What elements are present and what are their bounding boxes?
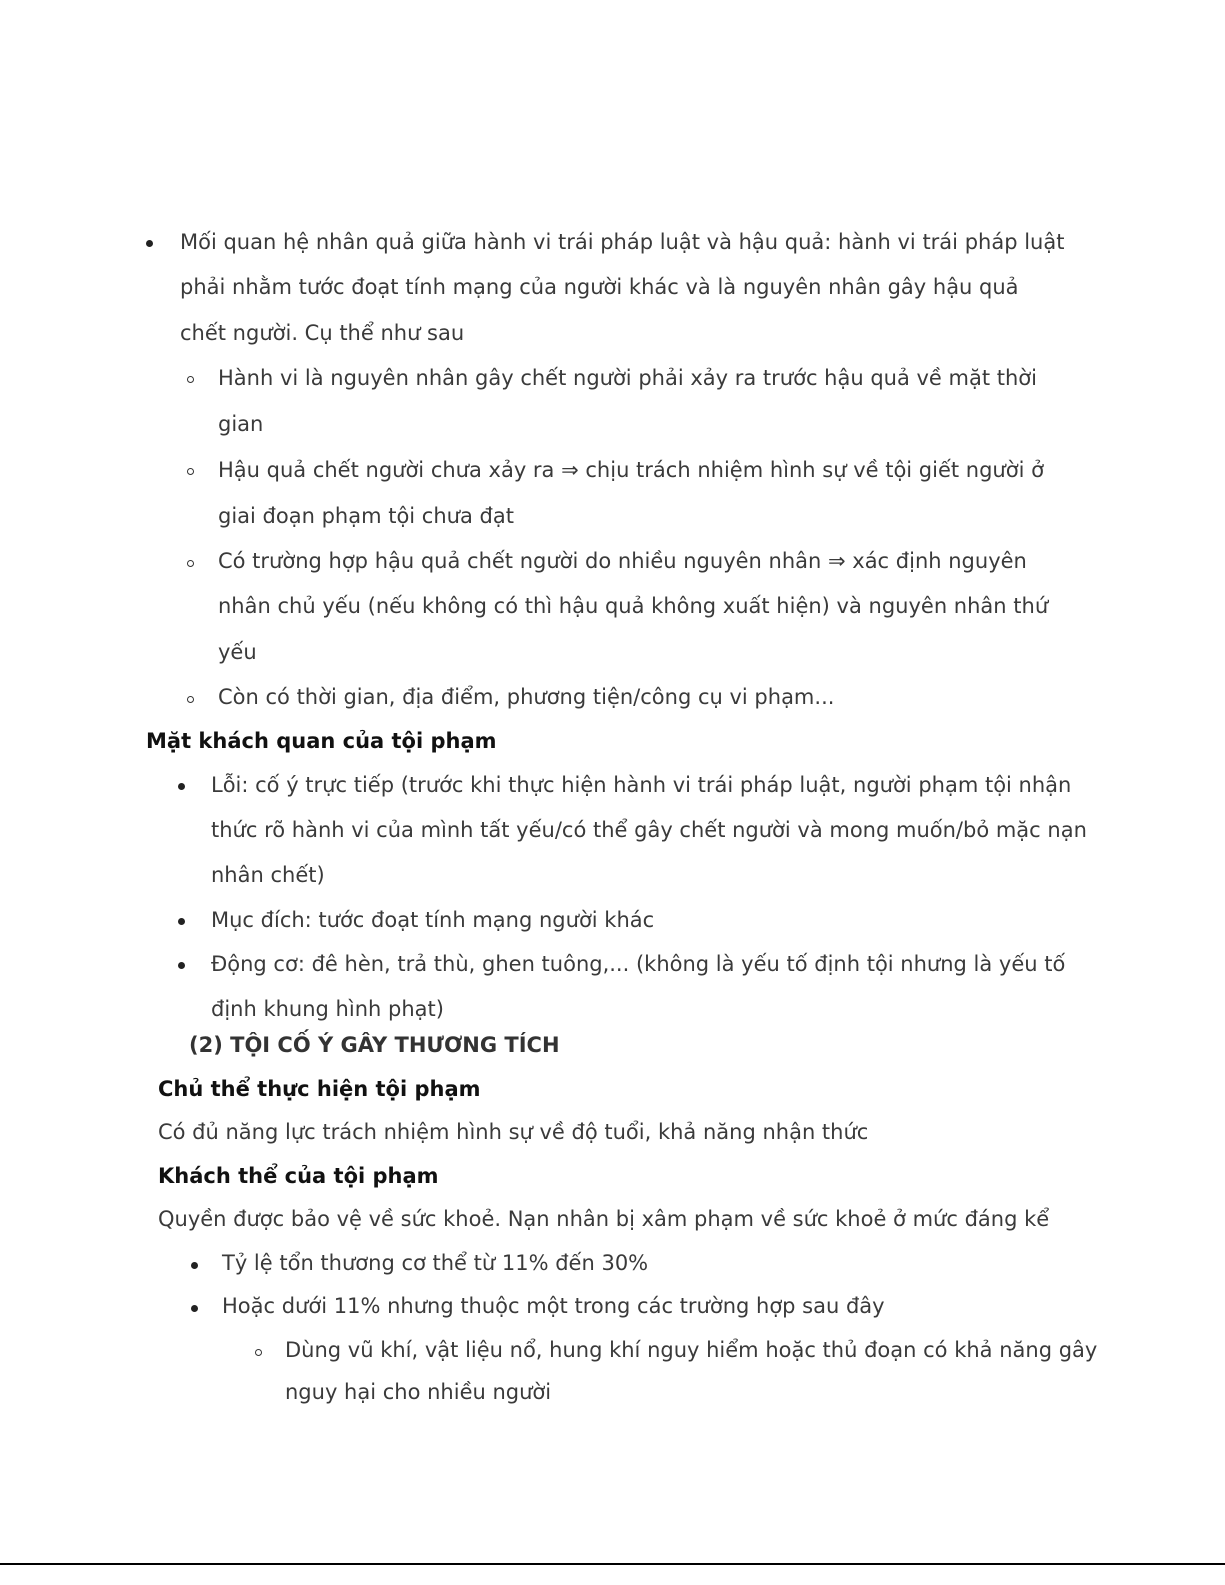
sub-item-3-line-2: nhân chủ yếu (nếu không có thì hậu quả không xuất hiện) và nguyên nhân thứ [218,594,1049,618]
motive-line-1: Động cơ: đê hèn, trả thù, ghen tuông,... (không là yếu tố định tội nhưng là yếu tố [211,952,1066,976]
bullet-icon [191,1305,198,1312]
fault-line-1: Lỗi: cố ý trực tiếp (trước khi thực hiện hành vi trái pháp luật, người phạm tội nhận [211,773,1072,797]
purpose-line: Mục đích: tước đoạt tính mạng người khác [211,908,655,932]
weapon-line-1: Dùng vũ khí, vật liệu nổ, hung khí nguy hiểm hoặc thủ đoạn có khả năng gây [285,1338,1098,1362]
sub-item-3-line-3: yếu [218,640,257,664]
injury-rate-item: Tỷ lệ tổn thương cơ thể từ 11% đến 30% [222,1251,649,1275]
bullet-icon [178,962,185,969]
sub-bullet-icon [187,468,194,475]
sub-item-4-line-1: Còn có thời gian, địa điểm, phương tiện/công cụ vi phạm... [218,685,835,709]
causal-line-1: Mối quan hệ nhân quả giữa hành vi trái pháp luật và hậu quả: hành vi trái pháp luật [180,230,1065,254]
subject-text: Có đủ năng lực trách nhiệm hình sự về độ tuổi, khả năng nhận thức [158,1120,869,1144]
bullet-icon [191,1262,198,1269]
weapon-line-2: nguy hại cho nhiều người [285,1380,552,1404]
motive-line-2: định khung hình phạt) [211,997,444,1021]
fault-line-3: nhân chết) [211,863,325,887]
subject-heading: Chủ thể thực hiện tội phạm [158,1077,481,1101]
sub-item-2-line-2: giai đoạn phạm tội chưa đạt [218,504,514,528]
causal-line-3: chết người. Cụ thể như sau [180,321,465,345]
below-rate-item: Hoặc dưới 11% nhưng thuộc một trong các trường hợp sau đây [222,1294,885,1318]
object-text: Quyền được bảo vệ về sức khoẻ. Nạn nhân bị xâm phạm về sức khoẻ ở mức đáng kể [158,1207,1050,1231]
sub-item-1-line-1: Hành vi là nguyên nhân gây chết người phải xảy ra trước hậu quả về mặt thời [218,366,1037,390]
sub-bullet-icon [187,376,194,383]
sub-item-1-line-2: gian [218,412,264,436]
bullet-icon [146,240,153,247]
section-title: (2) TỘI CỐ Ý GÂY THƯƠNG TÍCH [189,1033,560,1057]
causal-line-2: phải nhằm tước đoạt tính mạng của người khác và là nguyên nhân gây hậu quả [180,275,1019,299]
page-bottom-border [0,1563,1225,1565]
object-heading: Khách thể của tội phạm [158,1164,439,1188]
sub-bullet-icon [187,560,194,567]
sub-item-2-line-1: Hậu quả chết người chưa xảy ra ⇒ chịu trách nhiệm hình sự về tội giết người ở [218,458,1044,482]
fault-line-2: thức rõ hành vi của mình tất yếu/có thể gây chết người và mong muốn/bỏ mặc nạn [211,818,1087,842]
objective-side-heading: Mặt khách quan của tội phạm [146,729,497,753]
sub-item-3-line-1: Có trường hợp hậu quả chết người do nhiều nguyên nhân ⇒ xác định nguyên [218,549,1027,573]
bullet-icon [178,918,185,925]
sub-bullet-icon [187,696,194,703]
bullet-icon [178,783,185,790]
sub-bullet-icon [255,1349,262,1356]
